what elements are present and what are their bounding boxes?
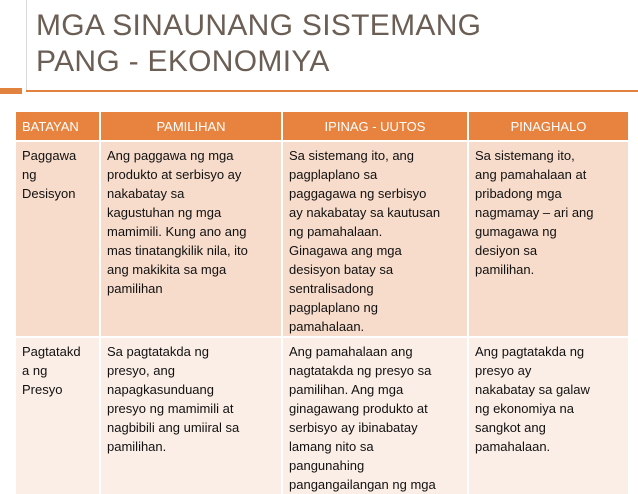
row-basis-cell: Pagtatakd a ng Presyo [16,337,100,494]
table-header-row [16,112,628,141]
pinaghalo-cell: Sa sistemang ito, ang pamahalaan at pribadong mga nagmamay – ari ang gumagawa ng desiyon sa pamilihan. [468,141,628,337]
economic-systems-table [16,112,628,494]
slide-title-line-1: MGA SINAUNANG SISTEMANG [36,9,482,42]
slide-title-line-2: PANG - EKONOMIYA [36,45,330,78]
title-divider-vertical [26,0,27,92]
table-row [16,337,628,494]
table-row [16,141,628,337]
header-ipinag-uutos: IPINAG - UUTOS [282,112,468,141]
accent-bar-block [0,88,22,94]
ipinag-uutos-cell: Sa sistemang ito, ang pagplaplano sa paggagawa ng serbisyo ay nakabatay sa kautusan ng pamahalaan. Ginagawa ang mga desisyon batay sa sentralisadong pagplaplano ng pamahalaan. [282,141,468,337]
header-pinaghalo: PINAGHALO [468,112,628,141]
slide-title [36,8,626,80]
pamilihan-cell: Sa pagtatakda ng presyo, ang napagkasunduang presyo ng mamimili at nagbibili ang umiiral sa pamilihan. [100,337,282,494]
accent-bar-line [26,90,638,92]
row-basis-cell: Paggawa ng Desisyon [16,141,100,337]
pamilihan-cell: Ang paggawa ng mga produkto at serbisyo ay nakabatay sa kagustuhan ng mga mamimili. Kung ano ang mas tinatangkilik nila, ito ang makikita sa mga pamilihan [100,141,282,337]
header-pamilihan: PAMILIHAN [100,112,282,141]
ipinag-uutos-cell: Ang pamahalaan ang nagtatakda ng presyo sa pamilihan. Ang mga ginagawang produkto at serbisyo ay ibinabatay lamang nito sa pangunahing pangangailangan ng mga [282,337,468,494]
pinaghalo-cell: Ang pagtatakda ng presyo ay nakabatay sa galaw ng ekonomiya na sangkot ang pamahalaan. [468,337,628,494]
header-batayan: BATAYAN [16,112,100,141]
